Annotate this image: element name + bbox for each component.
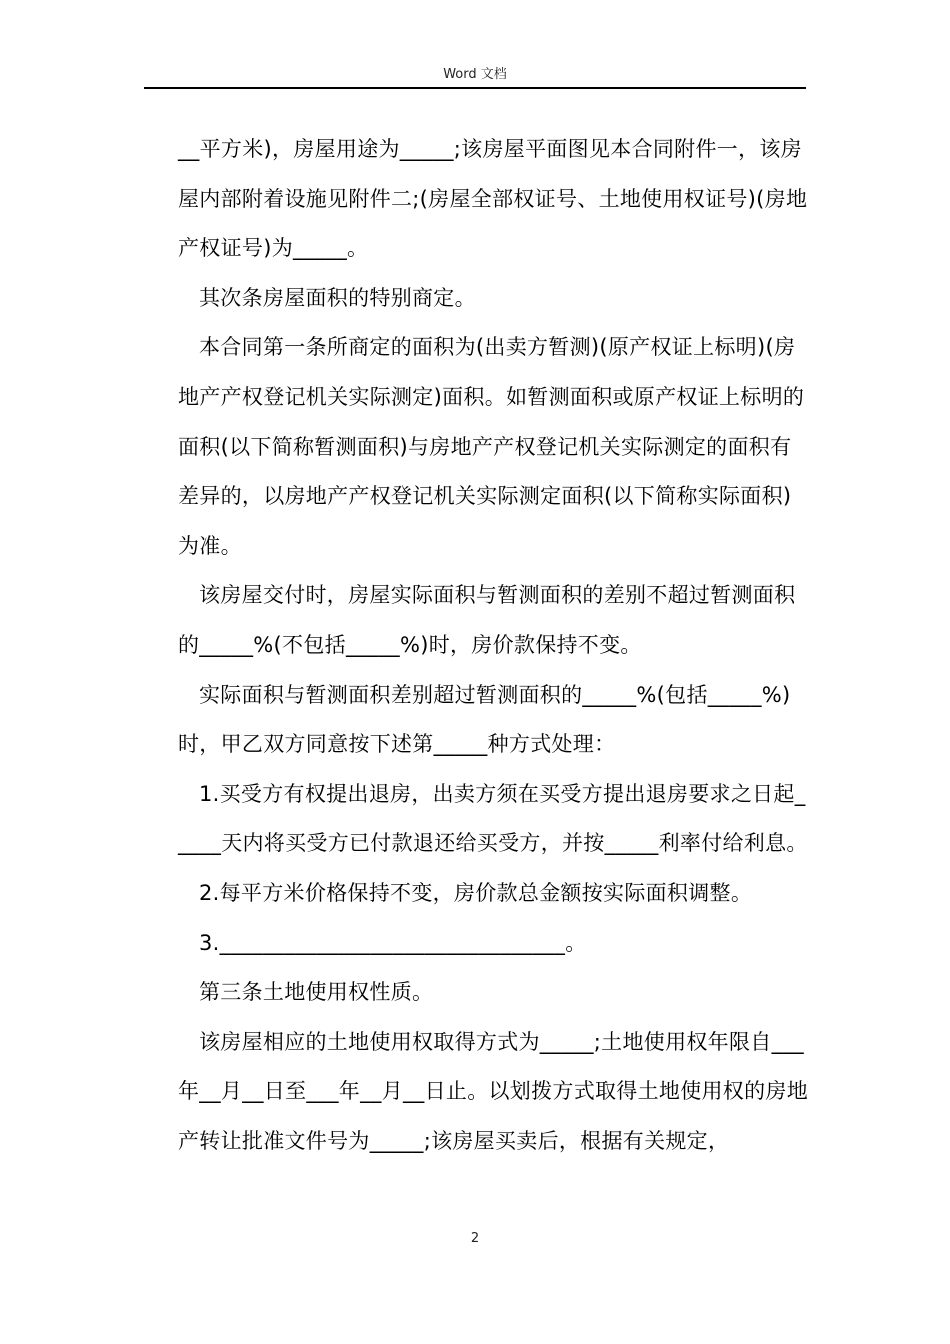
header-divider	[144, 87, 806, 89]
paragraph-option-2: 2.每平方米价格保持不变，房价款总金额按实际面积调整。	[199, 880, 753, 905]
page-header-title: Word 文档	[443, 67, 507, 82]
paragraph-area-definition: 本合同第一条所商定的面积为(出卖方暂测)(原产权证上标明)(房地产产权登记机关实际测定)面积。如暂测面积或原产权证上标明的面积(以下简称暂测面积)与房地产产权登记机关实际测定的面积有差异的，以房地产产权登记机关实际测定面积(以下简称实际面积)为准。	[178, 335, 805, 558]
paragraph-area-heading: 其次条房屋面积的特别商定。	[199, 285, 476, 310]
paragraph-option-1: 1.买受方有权提出退房，出卖方须在买受方提出退房要求之日起_____天内将买受方已付款退还给买受方，并按_____利率付给利息。	[178, 781, 808, 856]
page-number: 2	[470, 1231, 480, 1246]
paragraph-option-3: 3.________________________________。	[199, 930, 587, 955]
paragraph-area-excess: 实际面积与暂测面积差别超过暂测面积的_____%(包括_____%)时，甲乙双方同意按下述第_____种方式处理：	[178, 682, 791, 757]
paragraph-land-rights: 该房屋相应的土地使用权取得方式为_____;土地使用权年限自___年__月__日至___年__月__日止。以划拨方式取得土地使用权的房地产转让批准文件号为_____;该房屋买卖后，根据有关规定，	[178, 1029, 808, 1153]
paragraph-area-usage: __平方米)，房屋用途为_____;该房屋平面图见本合同附件一，该房屋内部附着设施见附件二;(房屋全部权证号、土地使用权证号)(房地产权证号)为_____。	[178, 137, 808, 261]
paragraph-area-tolerance: 该房屋交付时，房屋实际面积与暂测面积的差别不超过暂测面积的_____%(不包括_____%)时，房价款保持不变。	[178, 583, 796, 657]
document-body	[178, 125, 808, 1166]
paragraph-land-heading: 第三条土地使用权性质。	[199, 980, 434, 1005]
